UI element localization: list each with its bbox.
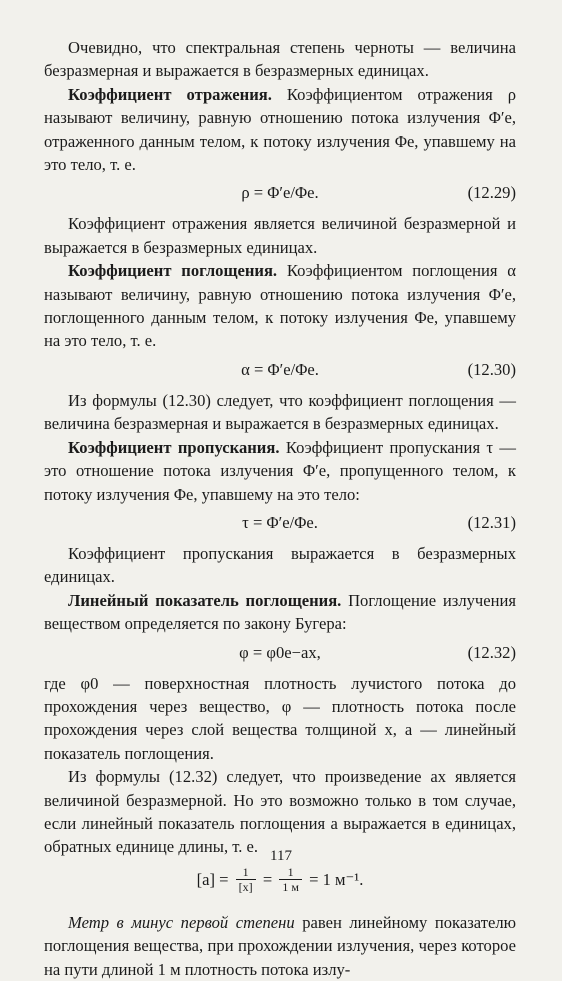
fraction-2-numerator: 1	[279, 865, 302, 880]
section-absorption	[44, 259, 516, 353]
formula-unit	[44, 865, 516, 901]
formula-left: [a] =	[196, 869, 229, 889]
formula-expression: φ = φ0e−ax,	[239, 642, 321, 662]
paragraph-transmission-note: Коэффициент пропускания выражается в безразмерных единицах.	[44, 543, 516, 587]
paragraph-absorption-note: Из формулы (12.30) следует, что коэффициент поглощения — величина безразмерная и выражается в безразмерных единицах.	[44, 390, 516, 434]
formula-12-32	[44, 641, 516, 666]
formula-12-30	[44, 358, 516, 383]
paragraph-definition	[44, 911, 516, 981]
section-text-transmission: Коэффициент пропускания τ — это отношение потока излучения Φ′e, пропущенного телом, к потоку излучения Φe, упавшему на это тело:	[44, 437, 516, 504]
fraction-1	[236, 865, 256, 894]
section-heading-absorption: Коэффициент поглощения.	[68, 261, 278, 281]
paragraph-unit-derivation: Из формулы (12.32) следует, что произведение ax является величиной безразмерной. Но это возможно только в том случае, если линейный показатель поглощения a выражается в единицах, обратных единице длины, т. е.	[44, 767, 516, 857]
formula-12-31	[44, 511, 516, 536]
fraction-2-denominator: 1 м	[282, 879, 299, 894]
formula-number: (12.29)	[467, 183, 516, 203]
italic-term: Метр в минус первой степени	[68, 912, 295, 932]
section-transmission	[44, 436, 516, 506]
formula-number: (12.31)	[467, 512, 516, 532]
section-reflection	[44, 83, 516, 177]
formula-number: (12.32)	[467, 642, 516, 662]
section-text-reflection: Коэффициентом отражения ρ называют величину, равную отношению потока излучения Φ′e, отраженного данным телом, к потоку излучения Φe, упавшему на это тело, т. е.	[44, 84, 516, 175]
page-number: 117	[270, 848, 292, 864]
formula-equals: =	[262, 869, 273, 889]
formula-number: (12.30)	[467, 359, 516, 379]
fraction-2	[279, 865, 302, 894]
formula-expression: ρ = Φ′e/Φe.	[241, 183, 319, 203]
fraction-1-numerator: 1	[236, 865, 256, 880]
section-heading-linear-absorption: Линейный показатель поглощения.	[68, 590, 342, 610]
section-text-absorption: Коэффициентом поглощения α называют величину, равную отношению потока излучения Φ′e, поглощенного данным телом, к потоку излучения Φe, упавшему на это тело, т. е.	[44, 261, 516, 351]
definition-text: равен линейному показателю поглощения вещества, при прохождении излучения, через которое на пути длиной 1 м плотность потока излу-	[44, 912, 516, 979]
fraction-1-denominator: [x]	[238, 879, 253, 894]
section-heading-transmission: Коэффициент пропускания.	[68, 437, 280, 457]
paragraph-intro: Очевидно, что спектральная степень черноты — величина безразмерная и выражается в безразмерных единицах.	[44, 38, 516, 81]
section-text-linear-absorption: Поглощение излучения веществом определяется по закону Бугера:	[44, 590, 516, 634]
section-linear-absorption	[44, 589, 516, 636]
formula-12-29	[44, 181, 516, 206]
formula-expression: τ = Φ′e/Φe.	[242, 512, 318, 532]
paragraph-reflection-note: Коэффициент отражения является величиной безразмерной и выражается в безразмерных единицах.	[44, 214, 516, 257]
paragraph-bouguer-explanation: где φ0 — поверхностная плотность лучистого потока до прохождения через вещество, φ — плотность потока после прохождения через слой вещества толщиной x, a — линейный показатель поглощения.	[44, 673, 516, 763]
formula-right: = 1 м⁻¹.	[309, 869, 364, 889]
formula-expression: α = Φ′e/Φe.	[241, 359, 319, 379]
section-heading-reflection: Коэффициент отражения.	[68, 84, 272, 104]
